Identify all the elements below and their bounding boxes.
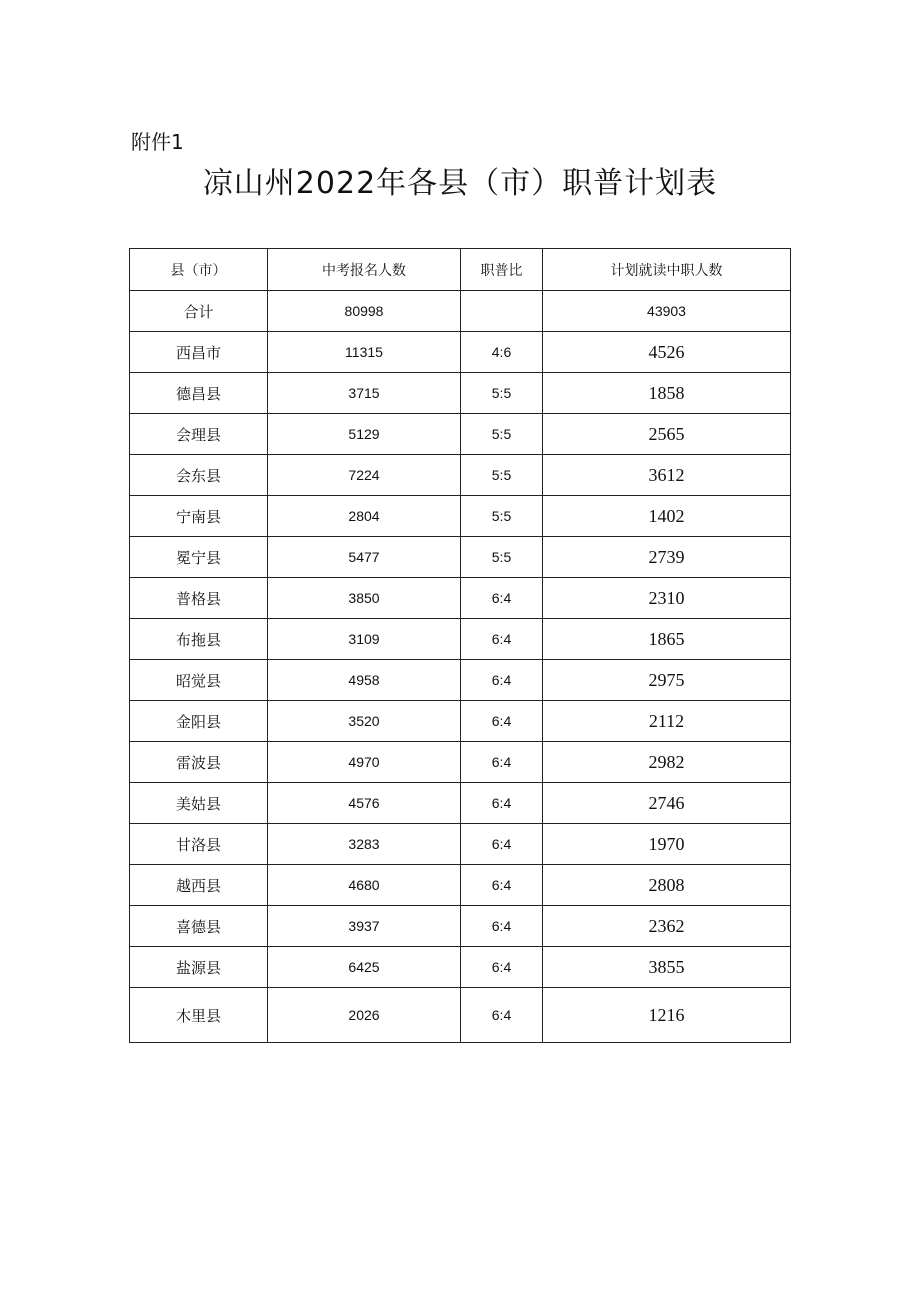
county-name: 盐源县 <box>130 947 268 988</box>
county-name: 木里县 <box>130 988 268 1043</box>
applicants-count: 2026 <box>268 988 461 1043</box>
applicants-count: 3850 <box>268 578 461 619</box>
total-row <box>130 291 791 332</box>
table-row <box>130 496 791 537</box>
applicants-count: 4958 <box>268 660 461 701</box>
applicants-count: 4576 <box>268 783 461 824</box>
county-name: 美姑县 <box>130 783 268 824</box>
ratio-value: 5:5 <box>461 455 543 496</box>
planned-count: 2310 <box>543 578 791 619</box>
table-row <box>130 660 791 701</box>
table-row <box>130 619 791 660</box>
ratio-value: 5:5 <box>461 373 543 414</box>
applicants-count: 5477 <box>268 537 461 578</box>
county-name: 金阳县 <box>130 701 268 742</box>
applicants-count: 2804 <box>268 496 461 537</box>
attachment-label: 附件1 <box>131 130 184 154</box>
total-planned: 43903 <box>543 291 791 332</box>
ratio-value: 6:4 <box>461 865 543 906</box>
applicants-count: 3937 <box>268 906 461 947</box>
county-name: 布拖县 <box>130 619 268 660</box>
applicants-count: 4680 <box>268 865 461 906</box>
applicants-count: 5129 <box>268 414 461 455</box>
county-name: 昭觉县 <box>130 660 268 701</box>
ratio-value: 6:4 <box>461 906 543 947</box>
county-name: 甘洛县 <box>130 824 268 865</box>
applicants-count: 3283 <box>268 824 461 865</box>
table-row <box>130 824 791 865</box>
applicants-count: 3715 <box>268 373 461 414</box>
planned-count: 2975 <box>543 660 791 701</box>
county-name: 宁南县 <box>130 496 268 537</box>
applicants-count: 7224 <box>268 455 461 496</box>
table-row <box>130 906 791 947</box>
header-applicants: 中考报名人数 <box>268 249 461 291</box>
plan-table <box>129 248 791 1043</box>
ratio-value: 6:4 <box>461 619 543 660</box>
planned-count: 2739 <box>543 537 791 578</box>
planned-count: 2565 <box>543 414 791 455</box>
planned-count: 1402 <box>543 496 791 537</box>
county-name: 普格县 <box>130 578 268 619</box>
table-header-row <box>130 249 791 291</box>
county-name: 喜德县 <box>130 906 268 947</box>
planned-count: 2982 <box>543 742 791 783</box>
planned-count: 1216 <box>543 988 791 1043</box>
ratio-value: 5:5 <box>461 537 543 578</box>
county-name: 会理县 <box>130 414 268 455</box>
applicants-count: 11315 <box>268 332 461 373</box>
table-row <box>130 742 791 783</box>
county-name: 会东县 <box>130 455 268 496</box>
planned-count: 3855 <box>543 947 791 988</box>
ratio-value: 6:4 <box>461 947 543 988</box>
planned-count: 2112 <box>543 701 791 742</box>
applicants-count: 6425 <box>268 947 461 988</box>
county-name: 越西县 <box>130 865 268 906</box>
applicants-count: 3520 <box>268 701 461 742</box>
header-county: 县（市） <box>130 249 268 291</box>
table-row <box>130 537 791 578</box>
planned-count: 1858 <box>543 373 791 414</box>
table-row <box>130 947 791 988</box>
planned-count: 1970 <box>543 824 791 865</box>
planned-count: 3612 <box>543 455 791 496</box>
planned-count: 1865 <box>543 619 791 660</box>
total-label: 合计 <box>130 291 268 332</box>
header-planned: 计划就读中职人数 <box>543 249 791 291</box>
page-title: 凉山州2022年各县（市）职普计划表 <box>202 166 718 201</box>
ratio-value: 6:4 <box>461 988 543 1043</box>
table-row <box>130 414 791 455</box>
county-name: 德昌县 <box>130 373 268 414</box>
ratio-value: 6:4 <box>461 824 543 865</box>
ratio-value: 6:4 <box>461 742 543 783</box>
planned-count: 2362 <box>543 906 791 947</box>
table-row <box>130 701 791 742</box>
planned-count: 4526 <box>543 332 791 373</box>
ratio-value: 4:6 <box>461 332 543 373</box>
planned-count: 2746 <box>543 783 791 824</box>
ratio-value: 6:4 <box>461 701 543 742</box>
planned-count: 2808 <box>543 865 791 906</box>
total-ratio <box>461 291 543 332</box>
county-name: 冕宁县 <box>130 537 268 578</box>
county-name: 西昌市 <box>130 332 268 373</box>
table-row <box>130 783 791 824</box>
ratio-value: 5:5 <box>461 496 543 537</box>
ratio-value: 6:4 <box>461 783 543 824</box>
applicants-count: 3109 <box>268 619 461 660</box>
table-row <box>130 865 791 906</box>
ratio-value: 6:4 <box>461 660 543 701</box>
table-row <box>130 373 791 414</box>
table-row <box>130 988 791 1043</box>
ratio-value: 5:5 <box>461 414 543 455</box>
total-applicants: 80998 <box>268 291 461 332</box>
header-ratio: 职普比 <box>461 249 543 291</box>
table-row <box>130 455 791 496</box>
table-row <box>130 332 791 373</box>
county-name: 雷波县 <box>130 742 268 783</box>
table-row <box>130 578 791 619</box>
applicants-count: 4970 <box>268 742 461 783</box>
ratio-value: 6:4 <box>461 578 543 619</box>
